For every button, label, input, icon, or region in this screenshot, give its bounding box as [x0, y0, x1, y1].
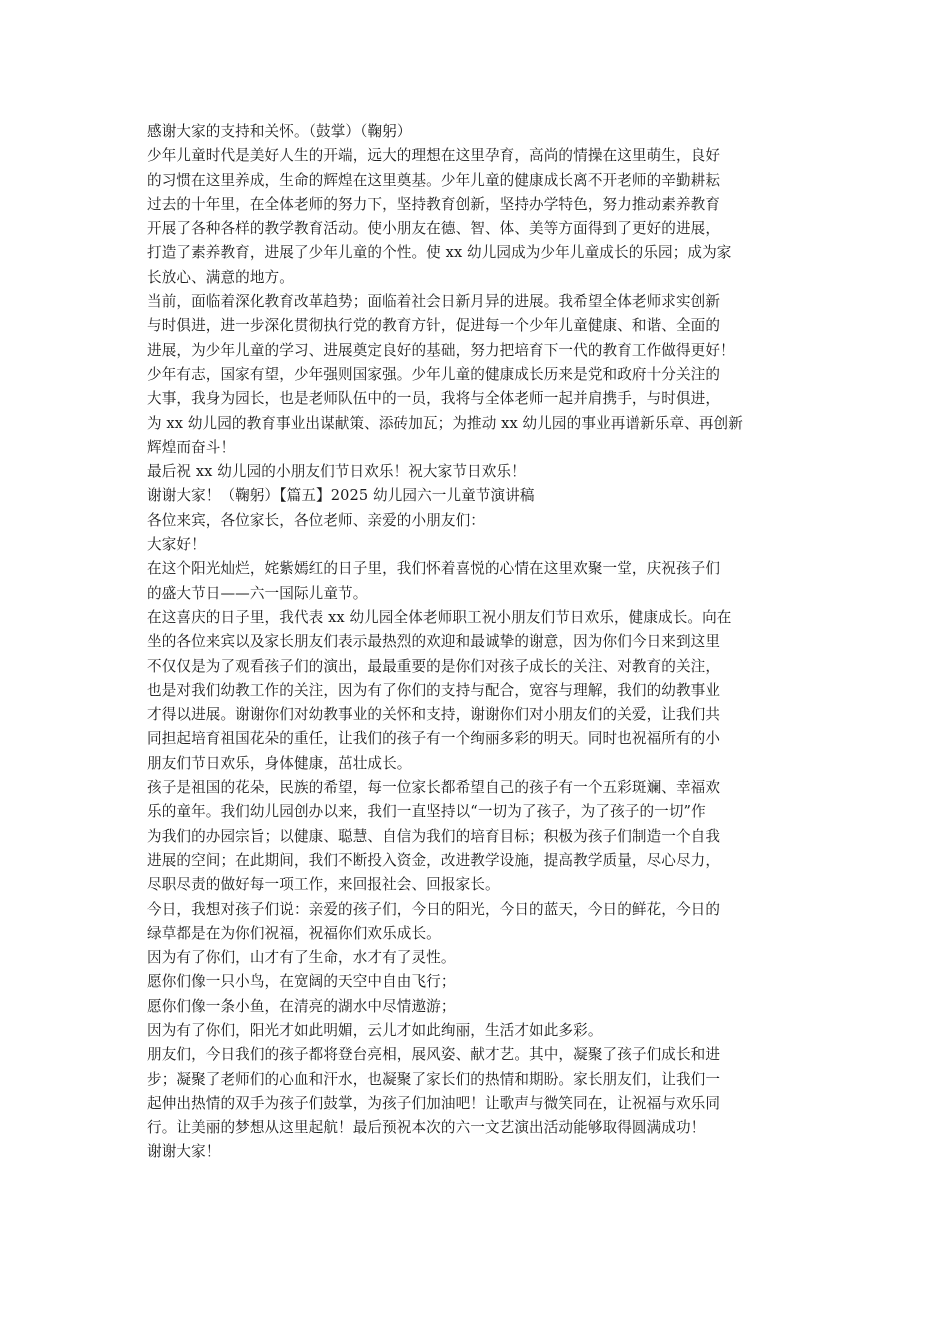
text-line: 感谢大家的支持和关怀。（鼓掌）（鞠躬） [147, 123, 412, 140]
text-line: 尽职尽责的做好每一项工作，来回报社会、回报家长。 [147, 876, 500, 894]
paragraph [147, 533, 807, 557]
text-line: 才得以进展。谢谢你们对幼教事业的关怀和支持，谢谢你们对小朋友们的关爱，让我们共 [147, 706, 721, 724]
text-line: 进展，为少年儿童的学习、进展奠定良好的基础，努力把培育下一代的教育工作做得更好！ [147, 341, 735, 359]
paragraph [147, 606, 807, 776]
text-line: 在这个阳光灿烂，姹紫嫣红的日子里，我们怀着喜悦的心情在这里欢聚一堂，庆祝孩子们 [147, 560, 721, 578]
text-line: 坐的各位来宾以及家长朋友们表示最热烈的欢迎和最诚挚的谢意，因为你们今日来到这里 [147, 633, 721, 651]
paragraph [147, 1019, 807, 1043]
text-line: 起伸出热情的双手为孩子们鼓掌，为孩子们加油吧！让歌声与微笑同在，让祝福与欢乐同 [147, 1094, 721, 1112]
text-line: 绿草都是在为你们祝福，祝福你们欢乐成长。 [147, 924, 441, 942]
text-line: 的盛大节日——六一国际儿童节。 [147, 584, 368, 602]
text-line: 今日，我想对孩子们说：亲爱的孩子们，今日的阳光，今日的蓝天，今日的鲜花，今日的 [147, 900, 721, 918]
text-line: 也是对我们幼教工作的关注，因为有了你们的支持与配合，宽容与理解，我们的幼教事业 [147, 681, 721, 699]
text-line: 当前，面临着深化教育改革趋势；面临着社会日新月异的进展。我希望全体老师求实创新 [147, 293, 721, 311]
text-line: 过去的十年里，在全体老师的努力下，坚持教育创新，坚持办学特色，努力推动素养教育 [147, 195, 721, 213]
text-line: 长放心、满意的地方。 [147, 268, 294, 286]
text-line: 不仅仅是为了观看孩子们的演出，最最重要的是你们对孩子成长的关注、对教育的关注， [147, 657, 721, 675]
paragraph [147, 484, 807, 508]
text-line: 的习惯在这里养成，生命的辉煌在这里奠基。少年儿童的健康成长离不开老师的辛勤耕耘 [147, 171, 721, 189]
paragraph [147, 144, 807, 290]
text-line: 大家好！ [147, 536, 206, 554]
paragraph [147, 898, 807, 947]
text-line: 辉煌而奋斗！ [147, 438, 236, 456]
text-line: 乐的童年。我们幼儿园创办以来，我们一直坚持以“一切为了孩子，为了孩子的一切”作 [147, 803, 706, 821]
text-line: 因为有了你们，阳光才如此明媚，云儿才如此绚丽，生活才如此多彩。 [147, 1021, 603, 1039]
text-line: 朋友们，今日我们的孩子都将登台亮相，展风姿、献才艺。其中，凝聚了孩子们成长和进 [147, 1046, 721, 1064]
paragraph [147, 509, 807, 533]
text-line: 朋友们节日欢乐，身体健康，茁壮成长。 [147, 754, 412, 772]
paragraph [147, 1140, 807, 1164]
text-line: 在这喜庆的日子里，我代表 xx 幼儿园全体老师职工祝小朋友们节日欢乐，健康成长。向在 [147, 608, 732, 626]
text-line: 谢谢大家！ [147, 1143, 221, 1161]
text-line: 各位来宾，各位家长，各位老师、亲爱的小朋友们： [147, 511, 485, 529]
paragraph [147, 776, 807, 897]
text-line: 打造了素养教育，进展了少年儿童的个性。使 xx 幼儿园成为少年儿童成长的乐园；成为家 [147, 244, 732, 262]
text-line: 大事，我身为园长，也是老师队伍中的一员，我将与全体老师一起并肩携手，与时俱进， [147, 390, 721, 408]
text-line: 进展的空间；在此期间，我们不断投入资金，改进教学设施，提高教学质量，尽心尽力， [147, 851, 721, 869]
text-line: 开展了各种各样的教学教育活动。使小朋友在德、智、体、美等方面得到了更好的进展， [147, 220, 721, 238]
paragraph [147, 946, 807, 970]
text-line: 同担起培育祖国花朵的重任，让我们的孩子有一个绚丽多彩的明天。同时也祝福所有的小 [147, 730, 721, 748]
paragraph [147, 995, 807, 1019]
text-line: 愿你们像一条小鱼，在清亮的湖水中尽情遨游； [147, 997, 456, 1015]
text-line: 最后祝 xx 幼儿园的小朋友们节日欢乐！祝大家节日欢乐！ [147, 463, 526, 481]
text-line: 愿你们像一只小鸟，在宽阔的天空中自由飞行； [147, 973, 456, 991]
paragraph [147, 290, 807, 363]
text-line: 行。让美丽的梦想从这里起航！最后预祝本次的六一文艺演出活动能够取得圆满成功！ [147, 1119, 706, 1137]
document-body [147, 120, 807, 1165]
paragraph [147, 970, 807, 994]
text-line: 为我们的办园宗旨；以健康、聪慧、自信为我们的培育目标；积极为孩子们制造一个自我 [147, 827, 721, 845]
text-line: 步；凝聚了老师们的心血和汗水，也凝聚了家长们的热情和期盼。家长朋友们，让我们一 [147, 1070, 721, 1088]
paragraph [147, 1043, 807, 1140]
paragraph [147, 120, 807, 144]
text-line: 少年儿童时代是美好人生的开端，远大的理想在这里孕育，高尚的情操在这里萌生，良好 [147, 147, 721, 165]
text-line: 因为有了你们，山才有了生命，水才有了灵性。 [147, 949, 456, 967]
text-line: 为 xx 幼儿园的教育事业出谋献策、添砖加瓦；为推动 xx 幼儿园的事业再谱新乐章、再创新 [147, 414, 743, 432]
text-line: 与时俱进，进一步深化贯彻执行党的教育方针，促进每一个少年儿童健康、和谐、全面的 [147, 317, 721, 335]
paragraph [147, 557, 807, 606]
paragraph [147, 460, 807, 484]
text-line: 少年有志，国家有望，少年强则国家强。少年儿童的健康成长历来是党和政府十分关注的 [147, 365, 721, 383]
paragraph [147, 363, 807, 460]
text-line: 谢谢大家！（鞠躬）【篇五】2025 幼儿园六一儿童节演讲稿 [147, 487, 535, 505]
text-line: 孩子是祖国的花朵，民族的希望，每一位家长都希望自己的孩子有一个五彩斑斓、幸福欢 [147, 779, 721, 797]
